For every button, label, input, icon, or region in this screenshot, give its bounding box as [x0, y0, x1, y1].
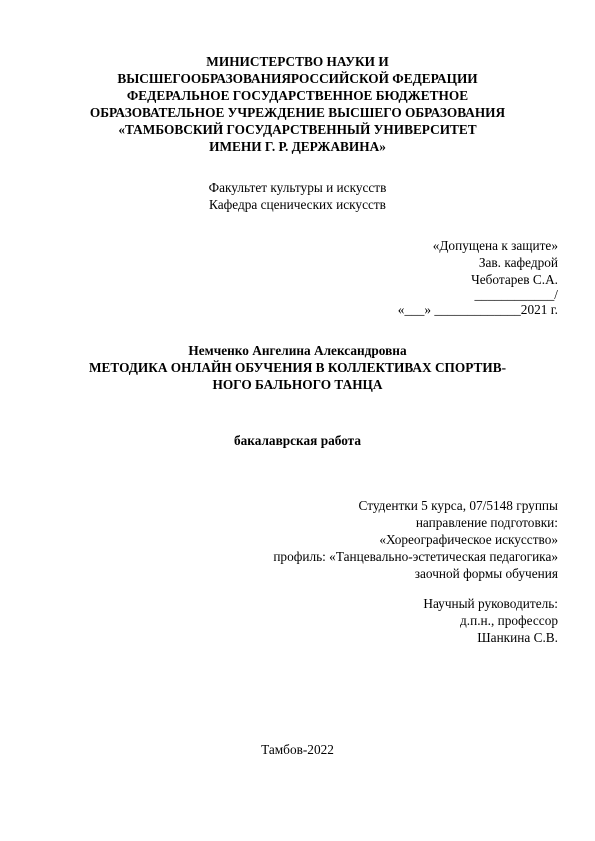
supervisor-line: Научный руководитель:	[423, 596, 558, 611]
student-info-line: направление подготовки:	[415, 515, 558, 530]
author-name: Немченко Ангелина Александровна	[188, 343, 407, 358]
student-info-line: профиль: «Танцевально-эстетическая педагогика»	[273, 549, 558, 564]
student-info-line: Студентки 5 курса, 07/5148 группы	[358, 498, 558, 513]
thesis-title-line: НОГО БАЛЬНОГО ТАНЦА	[212, 377, 383, 392]
supervisor-line: д.п.н., профессор	[460, 613, 558, 628]
city-year: Тамбов-2022	[261, 742, 334, 757]
student-info-line: заочной формы обучения	[414, 566, 558, 581]
thesis-title-line: МЕТОДИКА ОНЛАЙН ОБУЧЕНИЯ В КОЛЛЕКТИВАХ СПОРТИВ-	[88, 360, 507, 375]
header-line: ОБРАЗОВАТЕЛЬНОЕ УЧРЕЖДЕНИЕ ВЫСШЕГО ОБРАЗОВАНИЯ	[89, 105, 506, 120]
header-line: ФЕДЕРАЛЬНОЕ ГОСУДАРСТВЕННОЕ БЮДЖЕТНОЕ	[126, 88, 469, 103]
header-line: «ТАМБОВСКИЙ ГОСУДАРСТВЕННЫЙ УНИВЕРСИТЕТ	[118, 122, 477, 137]
faculty-name: Факультет культуры и искусств	[208, 180, 387, 195]
approval-line: Чеботарев С.А.	[471, 272, 558, 287]
header-line: МИНИСТЕРСТВО НАУКИ И	[206, 54, 389, 69]
supervisor-line: Шанкина С.В.	[477, 630, 558, 645]
date-line: «___» _____________2021 г.	[397, 302, 558, 317]
header-line: ИМЕНИ Г. Р. ДЕРЖАВИНА»	[209, 139, 386, 154]
signature-line: ____________/	[474, 287, 558, 302]
approval-line: «Допущена к защите»	[432, 238, 558, 253]
department-name: Кафедра сценических искусств	[209, 197, 386, 212]
work-type: бакалаврская работа	[233, 433, 362, 448]
approval-line: Зав. кафедрой	[478, 255, 558, 270]
student-info-line: «Хореографическое искусство»	[379, 532, 558, 547]
header-line: ВЫСШЕГООБРАЗОВАНИЯРОССИЙСКОЙ ФЕДЕРАЦИИ	[117, 71, 478, 86]
